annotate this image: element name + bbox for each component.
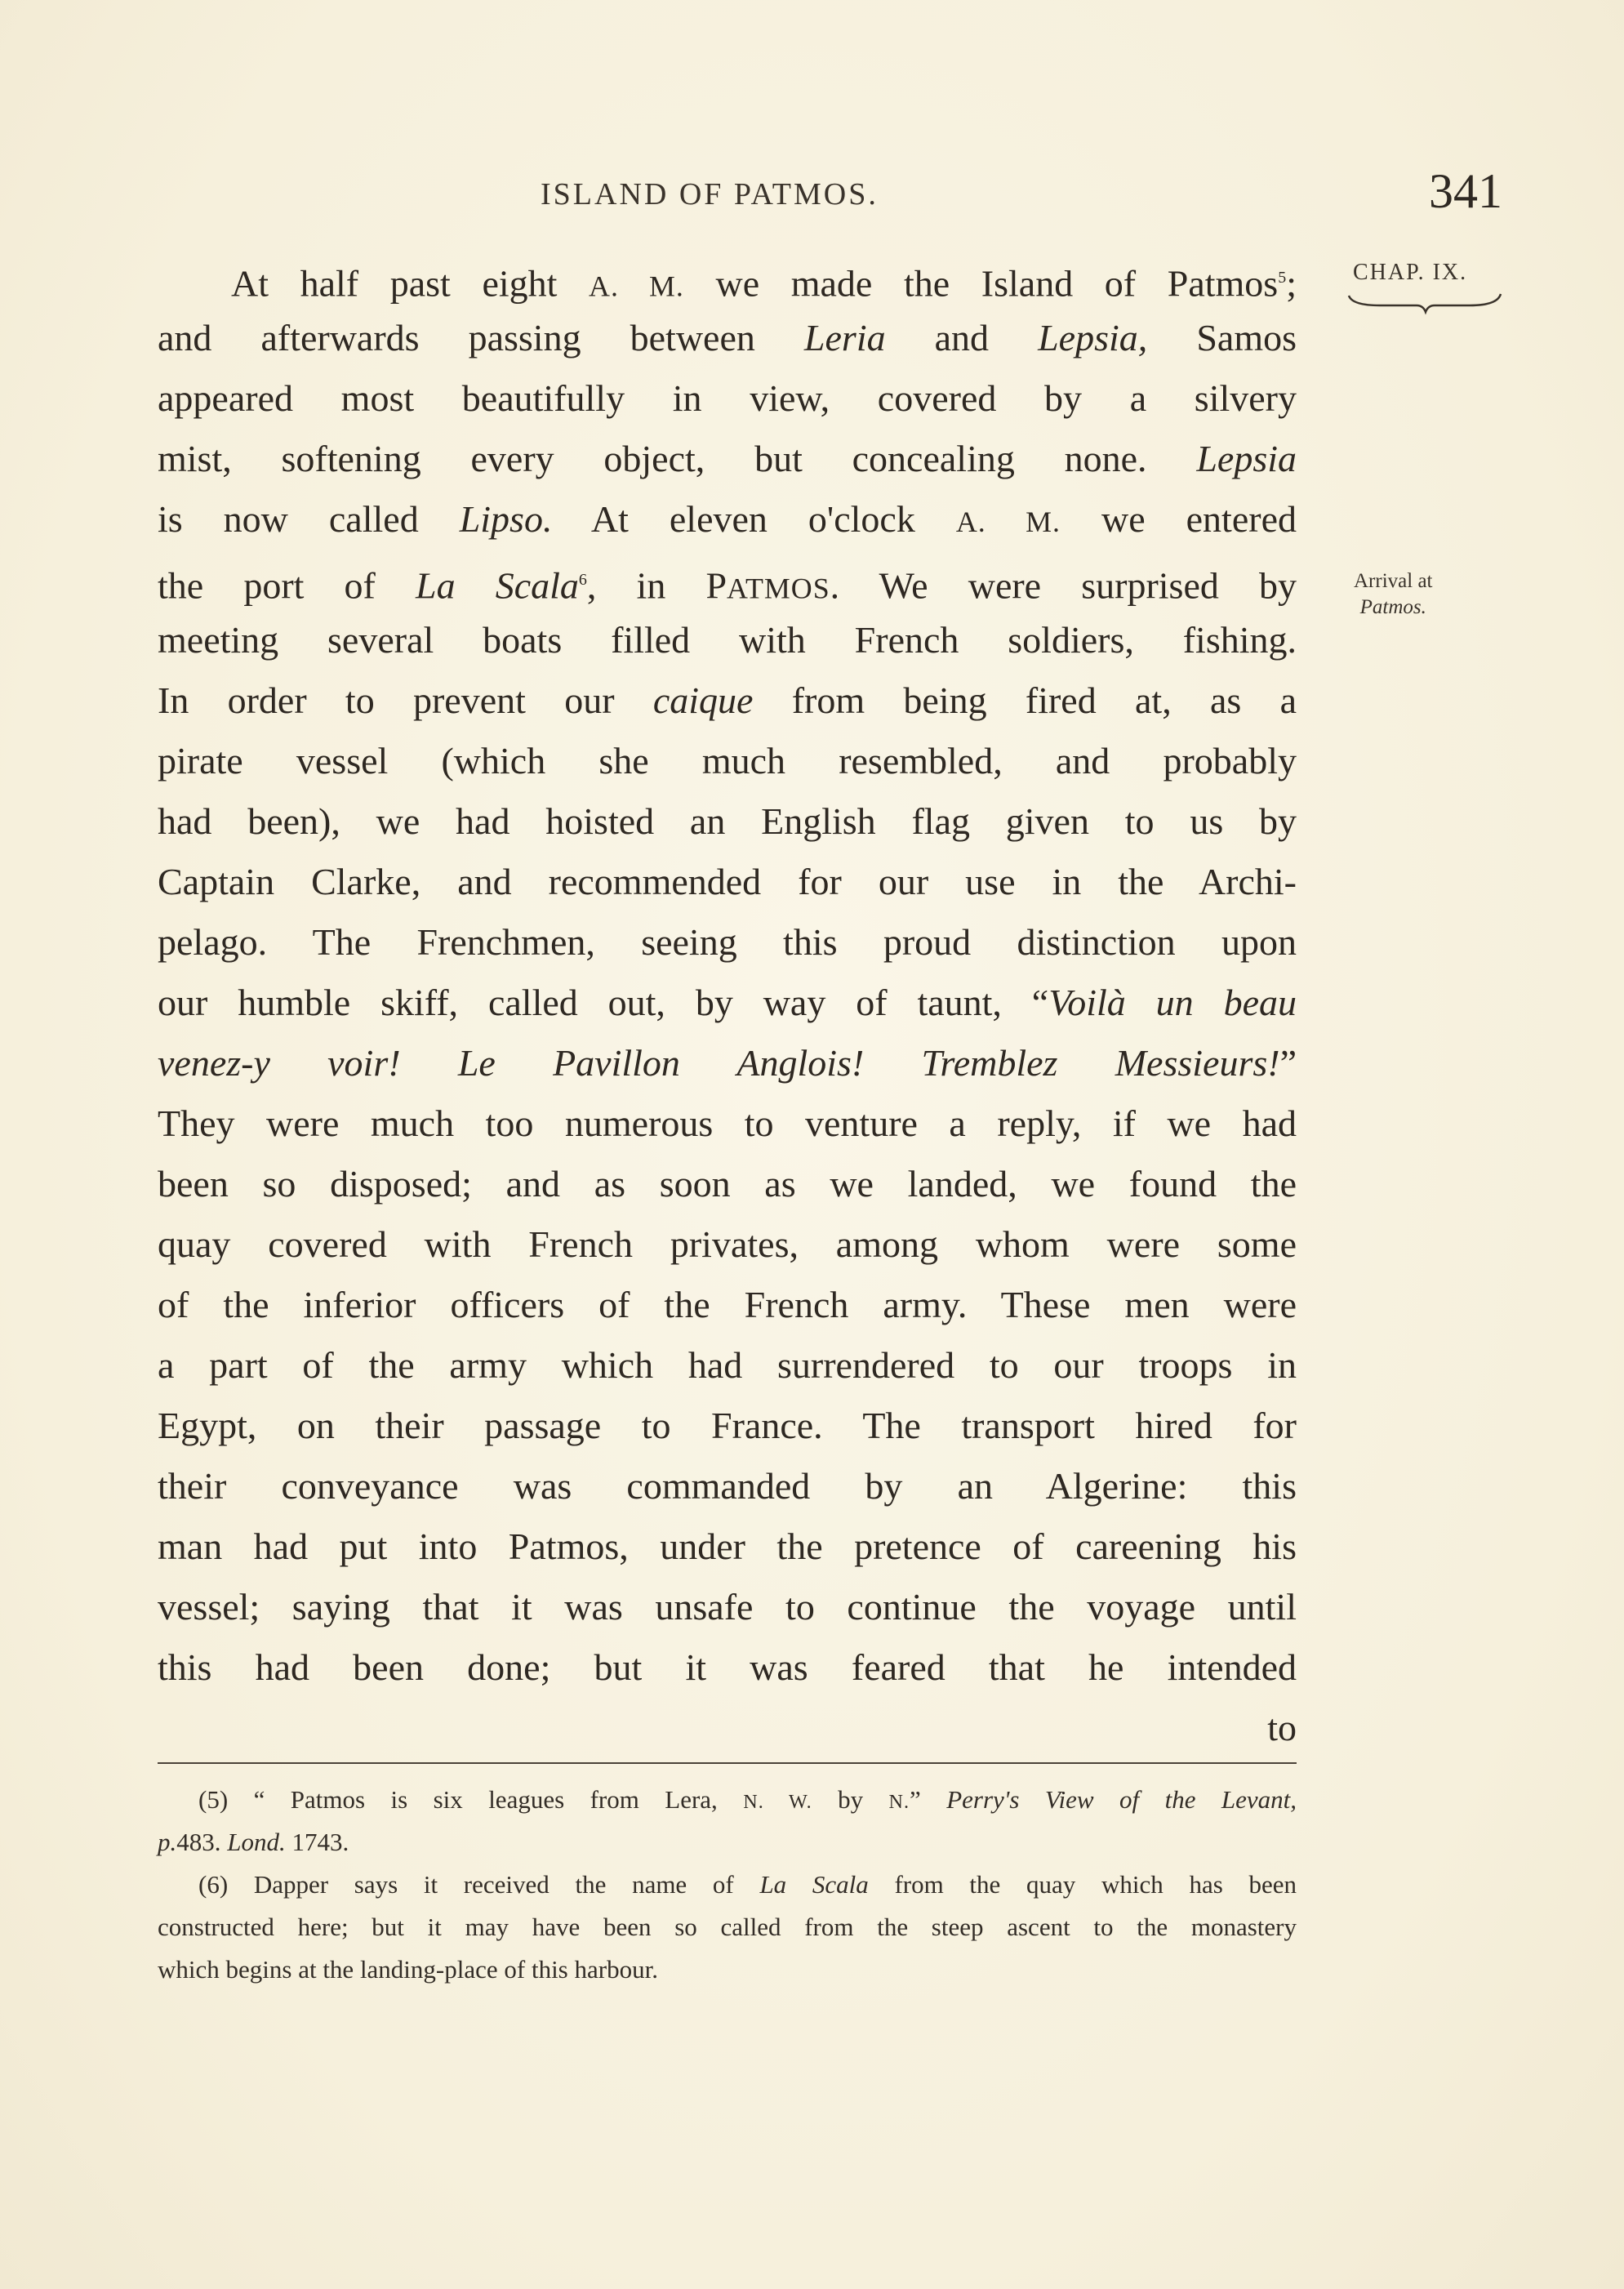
- text-line: mist, softening every object, but concealing none. Lepsia: [158, 438, 1297, 479]
- text-line: this had been done; but it was feared that he intended: [158, 1646, 1297, 1688]
- footnote-line: (5) “ Patmos is six leagues from Lera, N. W. by N.” Perry's View of the Levant,: [198, 1785, 1297, 1814]
- body-text: [158, 247, 1297, 1758]
- text-line: In order to prevent our caique from being fired at, as a: [158, 679, 1297, 721]
- text-line: of the inferior officers of the French army. These men were: [158, 1284, 1297, 1325]
- footnote-line: constructed here; but it may have been so called from the steep ascent to the monastery: [158, 1913, 1297, 1941]
- footnote-line: p.483. Lond. 1743.: [158, 1828, 349, 1856]
- text-line: They were much too numerous to venture a reply, if we had: [158, 1102, 1297, 1144]
- marginal-note-line2: Patmos.: [1359, 596, 1426, 618]
- text-line: venez-y voir! Le Pavillon Anglois! Tremblez Messieurs!”: [158, 1042, 1297, 1084]
- text-line: Captain Clarke, and recommended for our use in the Archi-: [158, 861, 1297, 902]
- text-line: vessel; saying that it was unsafe to continue the voyage until: [158, 1586, 1297, 1628]
- text-line: our humble skiff, called out, by way of taunt, “Voilà un beau: [158, 982, 1297, 1023]
- text-line: is now called Lipso. At eleven o'clock A. M. we entered: [158, 498, 1297, 540]
- text-line: pirate vessel (which she much resembled, and probably: [158, 740, 1297, 782]
- text-line: Egypt, on their passage to France. The transport hired for: [158, 1405, 1297, 1446]
- page-number: 341: [1429, 164, 1502, 218]
- text-line: quay covered with French privates, among whom were some: [158, 1223, 1297, 1265]
- chapter-brace-ornament: [1347, 291, 1502, 315]
- footnotes: [158, 1779, 1297, 1991]
- text-line: a part of the army which had surrendered to our troops in: [158, 1344, 1297, 1386]
- chapter-marker: CHAP. IX.: [1353, 260, 1468, 285]
- footnote-line: (6) Dapper says it received the name of La Scala from the quay which has been: [198, 1870, 1297, 1899]
- catchword: to: [1267, 1707, 1297, 1748]
- text-line: meeting several boats filled with French soldiers, fishing.: [158, 619, 1297, 661]
- text-line: appeared most beautifully in view, covered by a silvery: [158, 377, 1297, 419]
- text-line: and afterwards passing between Leria and Lepsia, Samos: [158, 317, 1297, 358]
- text-line: been so disposed; and as soon as we landed, we found the: [158, 1163, 1297, 1205]
- marginal-note: [1354, 568, 1432, 621]
- footnote-line: which begins at the landing-place of this harbour.: [158, 1955, 658, 1984]
- running-head: ISLAND OF PATMOS.: [541, 177, 879, 212]
- text-line: their conveyance was commanded by an Algerine: this: [158, 1465, 1297, 1507]
- text-line: had been), we had hoisted an English flag given to us by: [158, 800, 1297, 842]
- text-line: the port of La Scala$^6$, in PATMOS. We were surprised by: [158, 564, 1297, 607]
- text-line: At half past eight A. M. we made the Island of Patmos$^5$;: [231, 262, 1297, 305]
- text-line: pelago. The Frenchmen, seeing this proud distinction upon: [158, 921, 1297, 963]
- marginal-note-line1: Arrival at: [1354, 570, 1433, 592]
- text-line: man had put into Patmos, under the pretence of careening his: [158, 1525, 1297, 1567]
- footnote-rule: [158, 1762, 1297, 1764]
